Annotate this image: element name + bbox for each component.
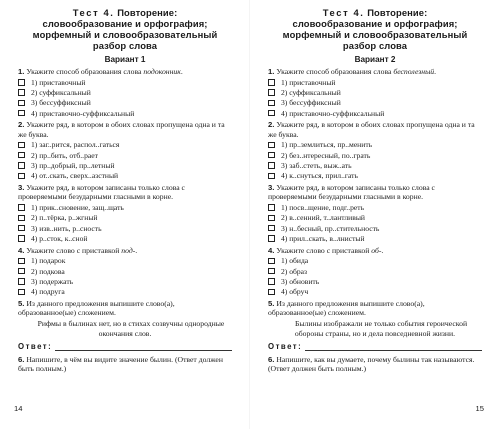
answer-line[interactable]	[305, 343, 482, 351]
question-number: 2.	[18, 120, 25, 130]
page-number: 14	[14, 404, 23, 413]
checkbox[interactable]	[18, 110, 25, 117]
question-word: под-	[121, 245, 136, 255]
question-text: Укажите ряд, в котором записаны только слова с проверяемыми безударными гласными в корне.	[18, 182, 185, 202]
checkbox[interactable]	[18, 79, 25, 86]
checkbox[interactable]	[18, 89, 25, 96]
title-line-4: разбор слова	[92, 40, 158, 51]
title-line-3: морфемный и словообразовательный	[282, 29, 468, 40]
checkbox[interactable]	[268, 152, 275, 159]
answer-option[interactable]	[268, 266, 482, 276]
checkbox[interactable]	[18, 173, 25, 180]
question-number: 5.	[268, 298, 275, 308]
question-number: 3.	[18, 182, 25, 192]
option-label: 2) п..тёрка, р..жгный	[31, 213, 98, 223]
option-label: 4) приставочно-суффиксальный	[31, 108, 135, 118]
answer-field[interactable]	[18, 342, 232, 351]
answer-option[interactable]	[18, 77, 232, 87]
question-text: Укажите способ образования слова	[274, 67, 394, 76]
answer-option[interactable]	[268, 213, 482, 223]
question-2	[18, 120, 232, 138]
answer-option[interactable]	[18, 160, 232, 170]
checkbox[interactable]	[18, 215, 25, 222]
checkbox[interactable]	[18, 142, 25, 149]
checkbox[interactable]	[18, 278, 25, 285]
answer-option[interactable]	[18, 223, 232, 233]
question-6	[18, 355, 232, 373]
checkbox[interactable]	[268, 100, 275, 107]
answer-label: Ответ:	[268, 342, 303, 352]
question-number: 4.	[18, 245, 25, 255]
question-end: .	[135, 245, 138, 255]
right-page-content	[268, 7, 482, 374]
option-label: 1) пр..землиться, пр..менить	[281, 140, 373, 150]
option-label: 2) в..сенний, т..лантливый	[281, 213, 365, 223]
question-4	[268, 246, 482, 255]
answer-option[interactable]	[268, 150, 482, 160]
right-page	[262, 0, 488, 429]
question-end: .	[381, 245, 384, 255]
option-label: 2) суффиксальный	[31, 88, 91, 98]
question-text: Укажите слово с приставкой	[274, 245, 372, 255]
checkbox[interactable]	[18, 204, 25, 211]
question-5	[268, 299, 482, 317]
option-label: 4) к..снуться, прил..гать	[281, 171, 358, 181]
question-text: Из данного предложения выпишите слово(а), образованное(ые) сложением.	[268, 298, 425, 318]
test-title	[268, 7, 482, 51]
answer-option[interactable]	[268, 77, 482, 87]
option-label: 3) бессуффиксный	[31, 98, 91, 108]
answer-option[interactable]	[268, 287, 482, 297]
answer-option[interactable]	[268, 108, 482, 118]
question-text: Из данного предложения выпишите слово(а), образованное(ые) сложением.	[18, 298, 175, 318]
checkbox[interactable]	[18, 268, 25, 275]
question-1-options	[268, 77, 482, 118]
test-number: Тест 4.	[72, 7, 115, 18]
option-label: 4) обруч	[281, 287, 309, 297]
question-1-options	[18, 77, 232, 118]
title-topic: Повторение:	[114, 7, 178, 18]
checkbox[interactable]	[268, 215, 275, 222]
checkbox[interactable]	[268, 258, 275, 265]
answer-option[interactable]	[268, 233, 482, 243]
answer-label: Ответ:	[18, 342, 53, 352]
answer-option[interactable]	[18, 98, 232, 108]
answer-option[interactable]	[18, 108, 232, 118]
answer-option[interactable]	[18, 202, 232, 212]
question-number: 6.	[268, 355, 275, 365]
question-2-options	[268, 140, 482, 181]
variant-heading: Вариант 2	[354, 55, 396, 64]
option-label: 3) заб..стеть, выж..ать	[281, 161, 352, 171]
answer-field[interactable]	[268, 342, 482, 351]
checkbox[interactable]	[268, 173, 275, 180]
answer-option[interactable]	[268, 160, 482, 170]
option-label: 3) подержать	[31, 277, 74, 287]
answer-option[interactable]	[18, 287, 232, 297]
question-3	[18, 183, 232, 201]
question-text: Укажите слово с приставкой	[24, 245, 122, 255]
question-number: 2.	[268, 120, 275, 130]
left-page-content	[18, 7, 232, 374]
answer-option[interactable]	[268, 256, 482, 266]
checkbox[interactable]	[268, 235, 275, 242]
answer-option[interactable]	[268, 140, 482, 150]
answer-option[interactable]	[268, 98, 482, 108]
question-word: бесполезный	[393, 67, 435, 76]
left-page	[12, 0, 238, 429]
checkbox[interactable]	[268, 89, 275, 96]
answer-option[interactable]	[18, 140, 232, 150]
title-line-1	[268, 7, 482, 18]
title-line-3: морфемный и словообразовательный	[32, 29, 218, 40]
question-text: Укажите ряд, в котором в обоих словах пропущена одна и та же буква.	[18, 120, 225, 139]
option-label: 2) без..нтересный, по..грать	[281, 150, 371, 160]
option-label: 2) образ	[281, 266, 308, 276]
answer-option[interactable]	[18, 150, 232, 160]
question-number: 1.	[268, 67, 275, 76]
question-3-options	[18, 202, 232, 243]
checkbox[interactable]	[268, 289, 275, 296]
checkbox[interactable]	[268, 268, 275, 275]
answer-option[interactable]	[18, 233, 232, 243]
test-title	[18, 7, 232, 51]
title-topic: Повторение:	[364, 7, 428, 18]
option-label: 1) приставочный	[281, 77, 336, 87]
option-label: 1) обида	[281, 256, 309, 266]
answer-option[interactable]	[268, 88, 482, 98]
variant-heading: Вариант 1	[104, 55, 146, 64]
question-1	[268, 67, 482, 76]
question-number: 1.	[18, 67, 25, 76]
option-label: 3) н..бесный, пр..стительность	[281, 223, 380, 233]
answer-option[interactable]	[18, 171, 232, 181]
checkbox[interactable]	[268, 162, 275, 169]
question-text: Укажите ряд, в котором записаны только слова с проверяемыми безударными гласными в корне.	[268, 182, 435, 202]
checkbox[interactable]	[18, 162, 25, 169]
title-line-2: словообразование и орфография;	[292, 18, 458, 29]
question-number: 5.	[18, 298, 25, 308]
option-label: 4) подруга	[31, 287, 65, 297]
checkbox[interactable]	[268, 278, 275, 285]
checkbox[interactable]	[18, 258, 25, 265]
option-label: 2) подкова	[31, 266, 65, 276]
source-sentence: Рифмы в былинах нет, но в стихах созвучны однородные окончания слов.	[37, 319, 225, 338]
answer-option[interactable]	[18, 266, 232, 276]
checkbox[interactable]	[18, 225, 25, 232]
question-text: Напишите, как вы думаете, почему былины так называются. (Ответ должен быть полным.)	[268, 355, 475, 374]
question-3	[268, 183, 482, 201]
answer-option[interactable]	[268, 202, 482, 212]
option-label: 1) приставочный	[31, 77, 86, 87]
question-4	[18, 246, 232, 255]
title-line-4: разбор слова	[342, 40, 408, 51]
question-4-options	[268, 256, 482, 297]
option-label: 3) обновить	[281, 277, 320, 287]
question-word: об-	[371, 245, 382, 255]
option-label: 4) прил..скать, в..лнистый	[281, 233, 365, 243]
answer-option[interactable]	[18, 256, 232, 266]
checkbox[interactable]	[268, 79, 275, 86]
option-label: 1) заг..рится, распол..гаться	[31, 140, 120, 150]
option-label: 2) пр..бить, отб..рает	[31, 150, 98, 160]
question-text: Напишите, в чём вы видите значение былин. (Ответ должен быть полным.)	[18, 355, 223, 374]
option-label: 4) р..сток, к..сной	[31, 233, 88, 243]
answer-option[interactable]	[18, 213, 232, 223]
question-text: Укажите способ образования слова	[24, 67, 144, 76]
option-label: 1) прик..сновение, защ..щать	[31, 203, 124, 213]
option-label: 1) подарок	[31, 256, 66, 266]
option-label: 3) бессуффиксный	[281, 98, 341, 108]
answer-line[interactable]	[55, 343, 232, 351]
checkbox[interactable]	[268, 225, 275, 232]
answer-option[interactable]	[18, 276, 232, 286]
option-label: 1) посв..щение, подг..реть	[281, 203, 365, 213]
question-3-options	[268, 202, 482, 243]
test-number: Тест 4.	[322, 7, 365, 18]
question-text: Укажите ряд, в котором в обоих словах пропущена одна и та же буква.	[268, 120, 475, 139]
answer-option[interactable]	[268, 276, 482, 286]
checkbox[interactable]	[268, 110, 275, 117]
answer-option[interactable]	[268, 171, 482, 181]
option-label: 3) изв..нить, р..сность	[31, 223, 102, 233]
question-1	[18, 67, 232, 76]
page-number: 15	[475, 404, 484, 413]
source-sentence: Былины изображали не только события героической обороны страны, но и дела повседневной жизни.	[294, 319, 468, 338]
checkbox[interactable]	[18, 289, 25, 296]
question-word: подоконник	[143, 67, 181, 76]
option-label: 2) суффиксальный	[281, 88, 341, 98]
answer-option[interactable]	[268, 223, 482, 233]
question-number: 6.	[18, 355, 25, 365]
question-number: 3.	[268, 182, 275, 192]
checkbox[interactable]	[18, 235, 25, 242]
question-end: .	[434, 67, 437, 76]
question-4-options	[18, 256, 232, 297]
checkbox[interactable]	[18, 152, 25, 159]
question-2	[268, 120, 482, 138]
answer-option[interactable]	[18, 88, 232, 98]
question-6	[268, 355, 482, 373]
question-end: .	[180, 67, 183, 76]
option-label: 4) от..скать, сверх..азстный	[31, 171, 119, 181]
option-label: 4) приставочно-суффиксальный	[281, 108, 385, 118]
checkbox[interactable]	[268, 204, 275, 211]
title-line-2: словообразование и орфография;	[42, 18, 208, 29]
page-gutter	[249, 0, 250, 429]
option-label: 3) пр..добрый, пр..летный	[31, 161, 115, 171]
checkbox[interactable]	[268, 142, 275, 149]
question-number: 4.	[268, 245, 275, 255]
question-2-options	[18, 140, 232, 181]
title-line-1	[18, 7, 232, 18]
question-5	[18, 299, 232, 317]
checkbox[interactable]	[18, 100, 25, 107]
